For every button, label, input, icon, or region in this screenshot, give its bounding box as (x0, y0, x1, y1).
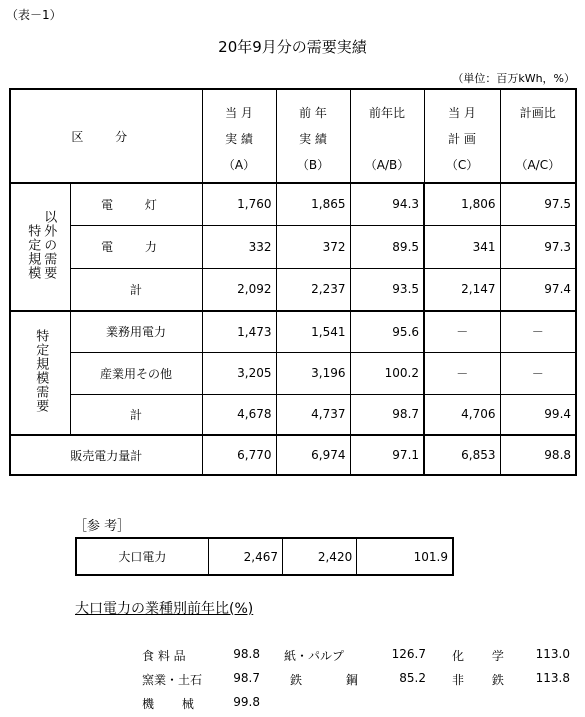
cell-ac: 97.3 (500, 225, 576, 268)
row-label-business: 業務用電力 (70, 311, 202, 352)
table-row (10, 352, 576, 394)
cell-b: 4,737 (276, 394, 350, 435)
header-plan: 当 月 計 画 （C） (424, 89, 500, 183)
row-label-industrial: 産業用その他 (70, 352, 202, 394)
cell-a: 2,092 (202, 268, 276, 311)
row-label-subtotal: 計 (70, 268, 202, 311)
breakdown-label: 食 料 品 (142, 649, 186, 663)
table-row (10, 268, 576, 311)
cell-a: 2,467 (208, 538, 282, 575)
breakdown-label: 窯業・土石 (142, 673, 203, 687)
cell-ac: 97.4 (500, 268, 576, 311)
row-label-power: 電 力 (70, 225, 202, 268)
group-label-specific: 特定規模需要 (10, 311, 70, 435)
cell-b: 3,196 (276, 352, 350, 394)
cell-ab: 89.5 (350, 225, 424, 268)
cell-c: 6,853 (424, 435, 500, 475)
cell-a: 332 (202, 225, 276, 268)
cell-a: 4,678 (202, 394, 276, 435)
row-label-lighting: 電 灯 (70, 183, 202, 225)
table-row (10, 225, 576, 268)
breakdown-label: 化 学 (452, 649, 516, 663)
table-header-row (10, 89, 576, 183)
cell-a: 6,770 (202, 435, 276, 475)
group-label-non-specific: 特定規模以外の需要 (10, 183, 70, 311)
cell-ac: － (500, 352, 576, 394)
row-label-total: 販売電力量計 (10, 435, 202, 475)
header-current-actual: 当 月 実 績 （A） (202, 89, 276, 183)
breakdown-value: 98.7 (233, 671, 260, 685)
breakdown-label: 非 鉄 (452, 673, 516, 687)
breakdown-value: 98.8 (233, 647, 260, 661)
demand-table (9, 88, 577, 476)
table-total-row (10, 435, 576, 475)
reference-label: ［参 考］ (74, 519, 131, 534)
header-plan-ratio: 計画比 （A/C） (500, 89, 576, 183)
reference-table (75, 537, 454, 576)
breakdown-label: 鉄 鋼 (290, 673, 378, 687)
header-yoy: 前年比 （A/B） (350, 89, 424, 183)
row-label-subtotal: 計 (70, 394, 202, 435)
table-row (10, 183, 576, 225)
breakdown-label: 機 械 (142, 697, 206, 711)
row-label-large-power: 大口電力 (76, 538, 208, 575)
cell-ab: 97.1 (350, 435, 424, 475)
header-prev-actual: 前 年 実 績 （B） (276, 89, 350, 183)
breakdown-value: 113.8 (535, 671, 570, 685)
cell-c: － (424, 311, 500, 352)
cell-b: 2,420 (283, 538, 357, 575)
cell-b: 372 (276, 225, 350, 268)
header-category: 区 分 (10, 89, 202, 183)
breakdown-title: 大口電力の業種別前年比(%) (75, 601, 254, 617)
cell-ac: 97.5 (500, 183, 576, 225)
table-row (76, 538, 453, 575)
cell-c: 1,806 (424, 183, 500, 225)
cell-ab: 100.2 (350, 352, 424, 394)
table-row (10, 394, 576, 435)
breakdown-value: 85.2 (399, 671, 426, 685)
cell-a: 1,473 (202, 311, 276, 352)
cell-ac: 99.4 (500, 394, 576, 435)
unit-note: （単位：百万kWh，%） (452, 72, 575, 85)
cell-b: 2,237 (276, 268, 350, 311)
cell-c: － (424, 352, 500, 394)
cell-ac: 98.8 (500, 435, 576, 475)
cell-c: 4,706 (424, 394, 500, 435)
cell-b: 1,865 (276, 183, 350, 225)
breakdown-value: 113.0 (535, 647, 570, 661)
table-row (10, 311, 576, 352)
cell-c: 2,147 (424, 268, 500, 311)
cell-ac: － (500, 311, 576, 352)
cell-a: 3,205 (202, 352, 276, 394)
cell-ab: 95.6 (350, 311, 424, 352)
cell-a: 1,760 (202, 183, 276, 225)
cell-c: 341 (424, 225, 500, 268)
cell-ab: 98.7 (350, 394, 424, 435)
cell-b: 1,541 (276, 311, 350, 352)
page-title: 20年9月分の需要実績 (218, 38, 367, 56)
document-label: （表－1） (6, 8, 62, 22)
cell-ab: 94.3 (350, 183, 424, 225)
breakdown-value: 99.8 (233, 695, 260, 709)
cell-b: 6,974 (276, 435, 350, 475)
cell-ab: 101.9 (357, 538, 453, 575)
breakdown-value: 126.7 (391, 647, 426, 661)
breakdown-label: 紙・パルプ (284, 649, 345, 663)
cell-ab: 93.5 (350, 268, 424, 311)
